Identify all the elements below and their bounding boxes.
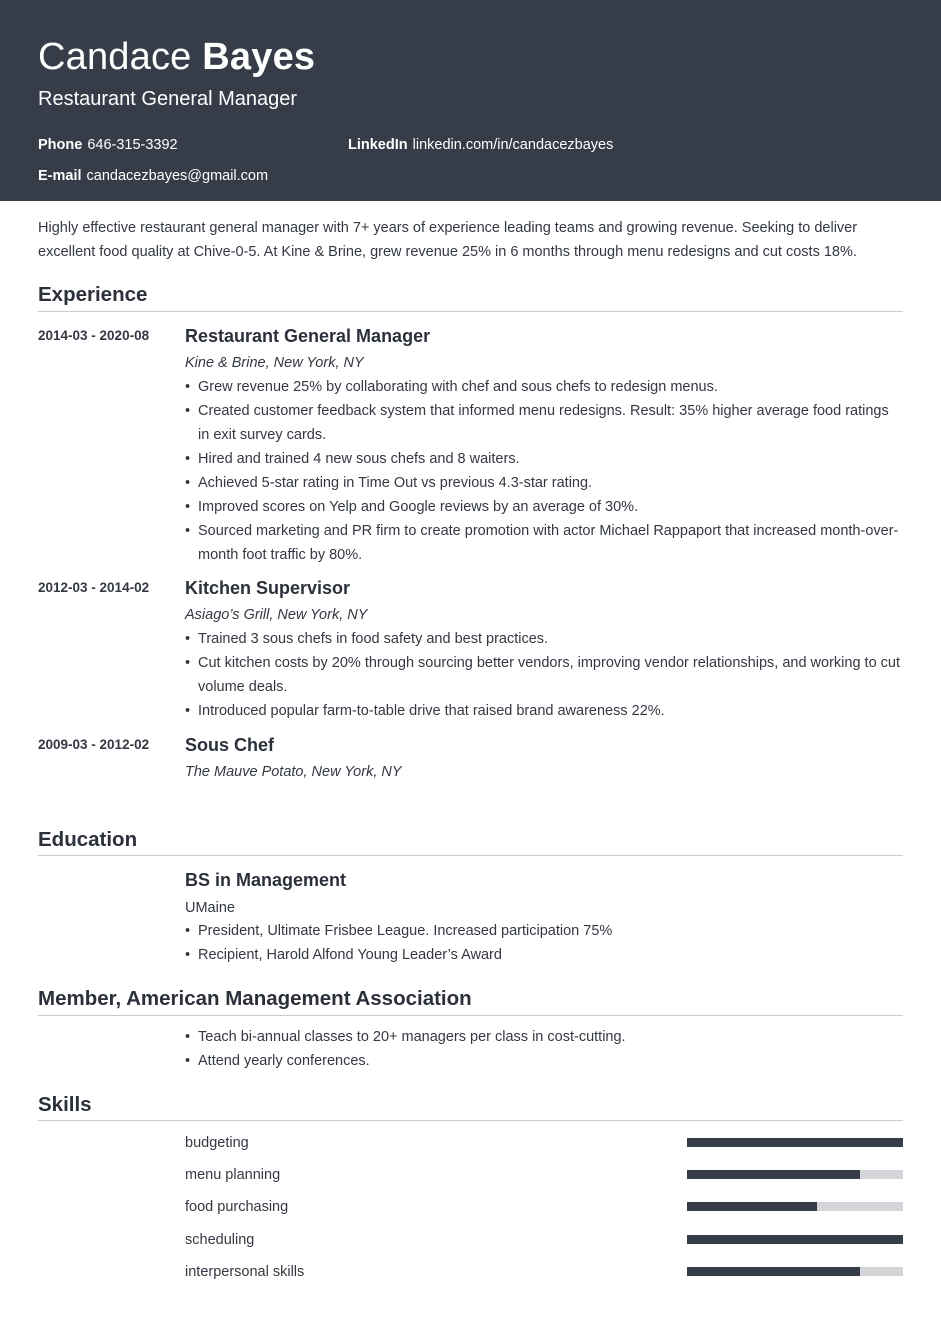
- list-item: • Hired and trained 4 new sous chefs and 8 waiters.: [185, 447, 903, 471]
- skill-level-fill: [687, 1170, 860, 1179]
- skill-name: interpersonal skills: [185, 1264, 305, 1280]
- skill-name: menu planning: [185, 1167, 281, 1183]
- contact-email: [38, 167, 268, 185]
- job-company: Kine & Brine, New York, NY: [185, 355, 364, 371]
- job-dates: 2009-03 - 2012-02: [38, 737, 150, 752]
- experience-heading: Experience: [38, 283, 148, 306]
- list-item: • President, Ultimate Frisbee League. Increased participation 75%: [185, 919, 903, 943]
- membership-bullets: [185, 1025, 903, 1073]
- experience-divider: [38, 311, 903, 312]
- last-name: Bayes: [202, 36, 316, 78]
- job-bullets: [185, 375, 903, 567]
- list-item: • Grew revenue 25% by collaborating with chef and sous chefs to redesign menus.: [185, 375, 903, 399]
- education-bullets: [185, 919, 903, 967]
- phone-value: 646-315-3392: [87, 137, 178, 153]
- job-dates: 2012-03 - 2014-02: [38, 580, 150, 595]
- candidate-name: [38, 35, 315, 79]
- job-headline: Restaurant General Manager: [38, 88, 298, 110]
- job-bullets: [185, 627, 903, 723]
- list-item: • Trained 3 sous chefs in food safety and best practices.: [185, 627, 903, 651]
- contact-phone: [38, 136, 178, 154]
- list-item: • Created customer feedback system that informed menu redesigns. Result: 35% higher average food ratings in exit survey cards.: [185, 399, 903, 447]
- job-company: Asiago’s Grill, New York, NY: [185, 607, 368, 623]
- list-item: • Cut kitchen costs by 20% through sourcing better vendors, improving vendor relationships, and working to cut volume deals.: [185, 651, 903, 699]
- resume-header: [0, 0, 941, 201]
- list-item: • Introduced popular farm-to-table drive that raised brand awareness 22%.: [185, 699, 903, 723]
- skills-divider: [38, 1120, 903, 1121]
- skill-name: budgeting: [185, 1135, 249, 1151]
- skill-level-bar: [687, 1170, 903, 1179]
- phone-label: Phone: [38, 137, 83, 153]
- list-item: • Attend yearly conferences.: [185, 1049, 903, 1073]
- summary-paragraph: Highly effective restaurant general manager with 7+ years of experience leading teams and growing revenue. Seeking to deliver excellent food quality at Chive-0-5. At Kine & Brine, grew revenue 25% in 6 months through menu redesigns and cut costs 18%.: [38, 220, 858, 260]
- job-title: Sous Chef: [185, 735, 275, 755]
- education-heading: Education: [38, 828, 138, 851]
- skill-level-fill: [687, 1202, 817, 1211]
- skill-name: scheduling: [185, 1232, 255, 1248]
- job-dates: 2014-03 - 2020-08: [38, 328, 150, 343]
- list-item: • Teach bi-annual classes to 20+ managers per class in cost-cutting.: [185, 1025, 903, 1049]
- skill-name: food purchasing: [185, 1199, 289, 1215]
- membership-divider: [38, 1015, 903, 1016]
- degree-title: BS in Management: [185, 870, 347, 890]
- school-name: UMaine: [185, 900, 235, 916]
- email-label: E-mail: [38, 168, 82, 184]
- skill-level-fill: [687, 1138, 903, 1147]
- contact-linkedin: [348, 136, 613, 154]
- skill-level-bar: [687, 1202, 903, 1211]
- skill-level-bar: [687, 1235, 903, 1244]
- list-item: • Achieved 5-star rating in Time Out vs previous 4.3-star rating.: [185, 471, 903, 495]
- skill-level-fill: [687, 1235, 903, 1244]
- job-company: The Mauve Potato, New York, NY: [185, 764, 402, 780]
- skill-level-bar: [687, 1138, 903, 1147]
- membership-heading: Member, American Management Association: [38, 987, 472, 1010]
- job-title: Restaurant General Manager: [185, 326, 431, 346]
- skill-level-fill: [687, 1267, 860, 1276]
- linkedin-link[interactable]: linkedin.com/in/candacezbayes: [412, 137, 614, 153]
- list-item: • Recipient, Harold Alfond Young Leader’s Award: [185, 943, 903, 967]
- skills-heading: Skills: [38, 1093, 92, 1116]
- email-link[interactable]: candacezbayes@gmail.com: [86, 168, 269, 184]
- linkedin-label: LinkedIn: [348, 137, 408, 153]
- skill-level-bar: [687, 1267, 903, 1276]
- education-divider: [38, 855, 903, 856]
- list-item: • Improved scores on Yelp and Google reviews by an average of 30%.: [185, 495, 903, 519]
- list-item: • Sourced marketing and PR firm to create promotion with actor Michael Rappaport that increased month-over-month foot traffic by 80%.: [185, 519, 903, 567]
- job-title: Kitchen Supervisor: [185, 578, 351, 598]
- first-name: Candace: [38, 36, 192, 78]
